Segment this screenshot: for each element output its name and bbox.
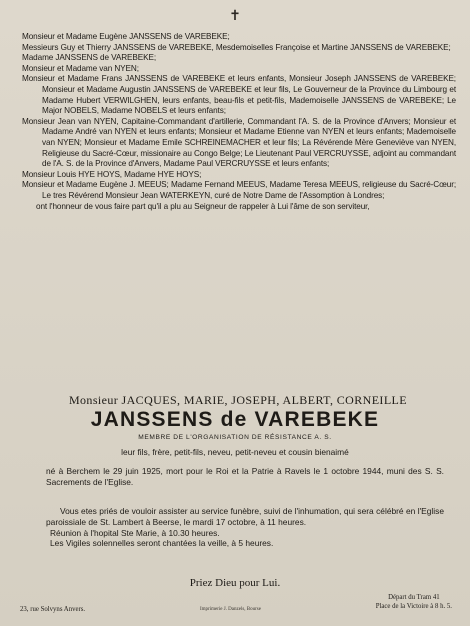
family-entry: Messieurs Guy et Thierry JANSSENS de VAREBEKE, Mesdemoiselles Françoise et Martine JANSSENS de VAREBEKE; — [22, 42, 451, 52]
birth-death-text: né à Berchem le 29 juin 1925, mort pour le Roi et la Patrie à Ravels le 1 octobre 1944, muni des S. S. Sacrements de l'Eglise. — [46, 466, 444, 487]
family-entry: Madame JANSSENS de VAREBEKE; — [22, 53, 157, 63]
service-info — [46, 506, 444, 549]
cross-icon: ✝ — [229, 9, 241, 24]
family-list — [22, 32, 456, 212]
announcement-text: ont l'honneur de vous faire part qu'il a plu au Seigneur de rappeler à Lui l'âme de son serviteur, — [36, 201, 370, 211]
deceased-given-names: Monsieur JACQUES, MARIE, JOSEPH, ALBERT, CORNEILLE — [68, 393, 408, 407]
family-entry: Monsieur Jean van NYEN, Capitaine-Commandant d'artillerie, Commandant l'A. S. de la Province d'Anvers; Monsieur et Madame André van NYEN et leurs enfants; Monsieur et Madame Etienne van NYEN et leurs enfants; Mademoiselle van NYEN; Monsieur et Madame Emile SCHREINEMACHER et leur fils; La Révérende Mère Geneviève van NYEN, Religieuse du Sacré-Cœur, missionaire au Congo Belge; Le Lieutenant Paul VERCRUYSSE, adjoint au commandant de l'A. S. de la Province d'Anvers, Madame Paul VERCRUYSSE et leurs enfants; — [22, 116, 457, 169]
tram-info — [376, 593, 452, 611]
home-address: 23, rue Solvyns Anvers. — [20, 606, 86, 613]
family-entry: Monsieur et Madame Frans JANSSENS de VAREBEKE et leurs enfants, Monsieur Joseph JANSSENS de VAREBEKE; Monsieur et Madame Augustin JANSSENS de VAREBEKE et leur fils, Le Gouverneur de la Province du Limbourg et Madame Hubert VERWILGHEN, leurs enfants, beau-fils et petit-fils, Mademoiselle JANSSENS de VAREBEKE; Le Major NOBELS, Madame NOBELS et leurs enfants; — [22, 74, 456, 116]
relation-line: leur fils, frère, petit-fils, neveu, petit-neveu et cousin bienaimé — [121, 447, 349, 457]
deceased-surname: JANSSENS de VAREBEKE — [90, 408, 380, 431]
family-entry: Monsieur et Madame Eugène JANSSENS de VAREBEKE; — [22, 32, 230, 41]
prayer-line: Priez Dieu pour Lui. — [189, 577, 281, 589]
family-entry: Monsieur et Madame Eugène J. MEEUS; Madame Fernand MEEUS, Madame Teresa MEEUS, religieuse du Sacré-Cœur; Le tres Révérend Monsieur Jean WATERKEYN, curé de Notre Dame de l'Assomption à Londres; — [22, 180, 456, 200]
tram-place: Place de la Victoire à 8 h. 5. — [375, 603, 452, 610]
meeting-time: Réunion à l'hopital Ste Marie, à 10.30 heures. — [50, 527, 220, 538]
tram-departure: Départ du Tram 41 — [388, 594, 440, 601]
vigil-time: Les Vigiles solennelles seront chantées la veille, à 5 heures. — [50, 538, 274, 549]
printer-credit: Imprimerie J. Danzels, Bourse — [200, 607, 261, 612]
membership-line: MEMBRE DE L'ORGANISATION DE RÉSISTANCE A. S. — [138, 434, 332, 441]
service-invitation: Vous etes priés de vouloir assister au service funèbre, suivi de l'inhumation, qui sera célébré en l'Eglise paroissiale de St. Lambert à Beerse, le mardi 17 octobre, à 11 heures. — [46, 506, 444, 527]
family-entry: Monsieur Louis HYE HOYS, Madame HYE HOYS; — [22, 169, 202, 179]
family-entry: Monsieur et Madame van NYEN; — [22, 63, 139, 73]
